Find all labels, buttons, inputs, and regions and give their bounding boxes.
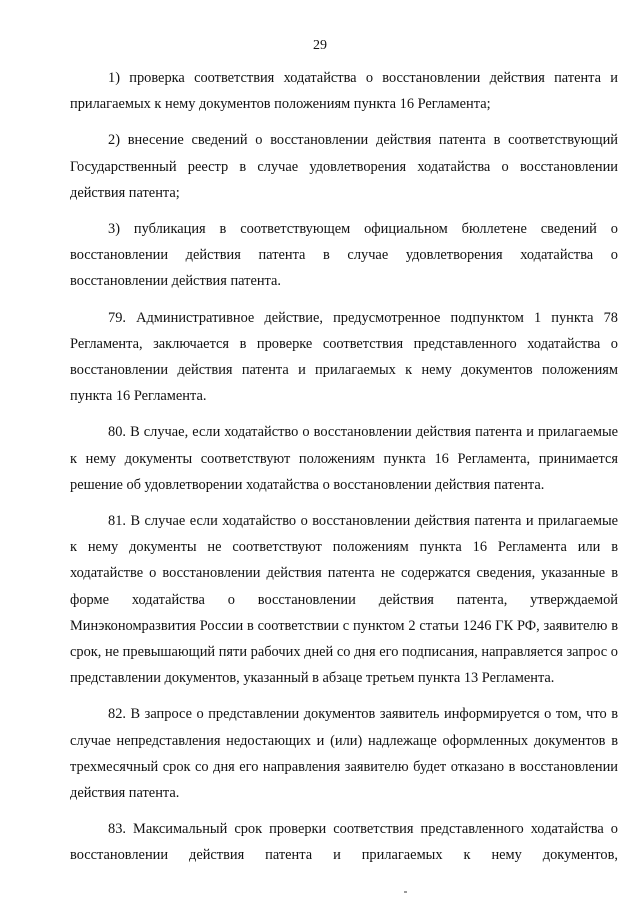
clause-83: 83. Максимальный срок проверки соответствия представленного ходатайства о восстановлении действия патента и прилагаемых к нему документов, [70,821,618,864]
page-number: 29 [313,38,327,53]
clause-82: 82. В запросе о представлении документов заявитель информируется о том, что в случае непредставления недостающих и (или) надлежаще оформленных документов в трехмесячный срок со дня его направления заявителю будет отказано в восстановлении действия патента. [70,706,618,802]
clause-81: 81. В случае если ходатайство о восстановлении действия патента и прилагаемые к нему документы не соответствуют положениям пункта 16 Регламента или в ходатайстве о восстановлении действия патента не содержатся сведения, указанные в форме ходатайства о восстановлении действия патента, утверждаемой Минэкономразвития России в соответствии с пунктом 2 статьи 1246 ГК РФ, заявителю в срок, не превышающий пяти рабочих дней со дня его подписания, направляется запрос о представлении документов, указанный в абзаце третьем пункта 13 Регламента. [70,513,618,687]
scan-artifact [404,891,407,893]
document-body [70,65,618,879]
list-item-registry-entry: 2) внесение сведений о восстановлении действия патента в соответствующий Государственный реестр в случае удовлетворения ходатайства о восстановлении действия патента; [70,132,618,201]
clause-79: 79. Административное действие, предусмотренное подпунктом 1 пункта 78 Регламента, заключается в проверке соответствия представленного ходатайства о восстановлении действия патента и прилагаемых к нему документов положениям пункта 16 Регламента. [70,309,618,405]
clause-80: 80. В случае, если ходатайство о восстановлении действия патента и прилагаемые к нему документы соответствуют положениям пункта 16 Регламента, принимается решение об удовлетворении ходатайства о восстановлении действия патента. [70,424,618,493]
list-item-publication: 3) публикация в соответствующем официальном бюллетене сведений о восстановлении действия патента в случае удовлетворения ходатайства о восстановлении действия патента. [70,221,618,290]
list-item-verification: 1) проверка соответствия ходатайства о восстановлении действия патента и прилагаемых к нему документов положениям пункта 16 Регламента; [70,70,618,113]
